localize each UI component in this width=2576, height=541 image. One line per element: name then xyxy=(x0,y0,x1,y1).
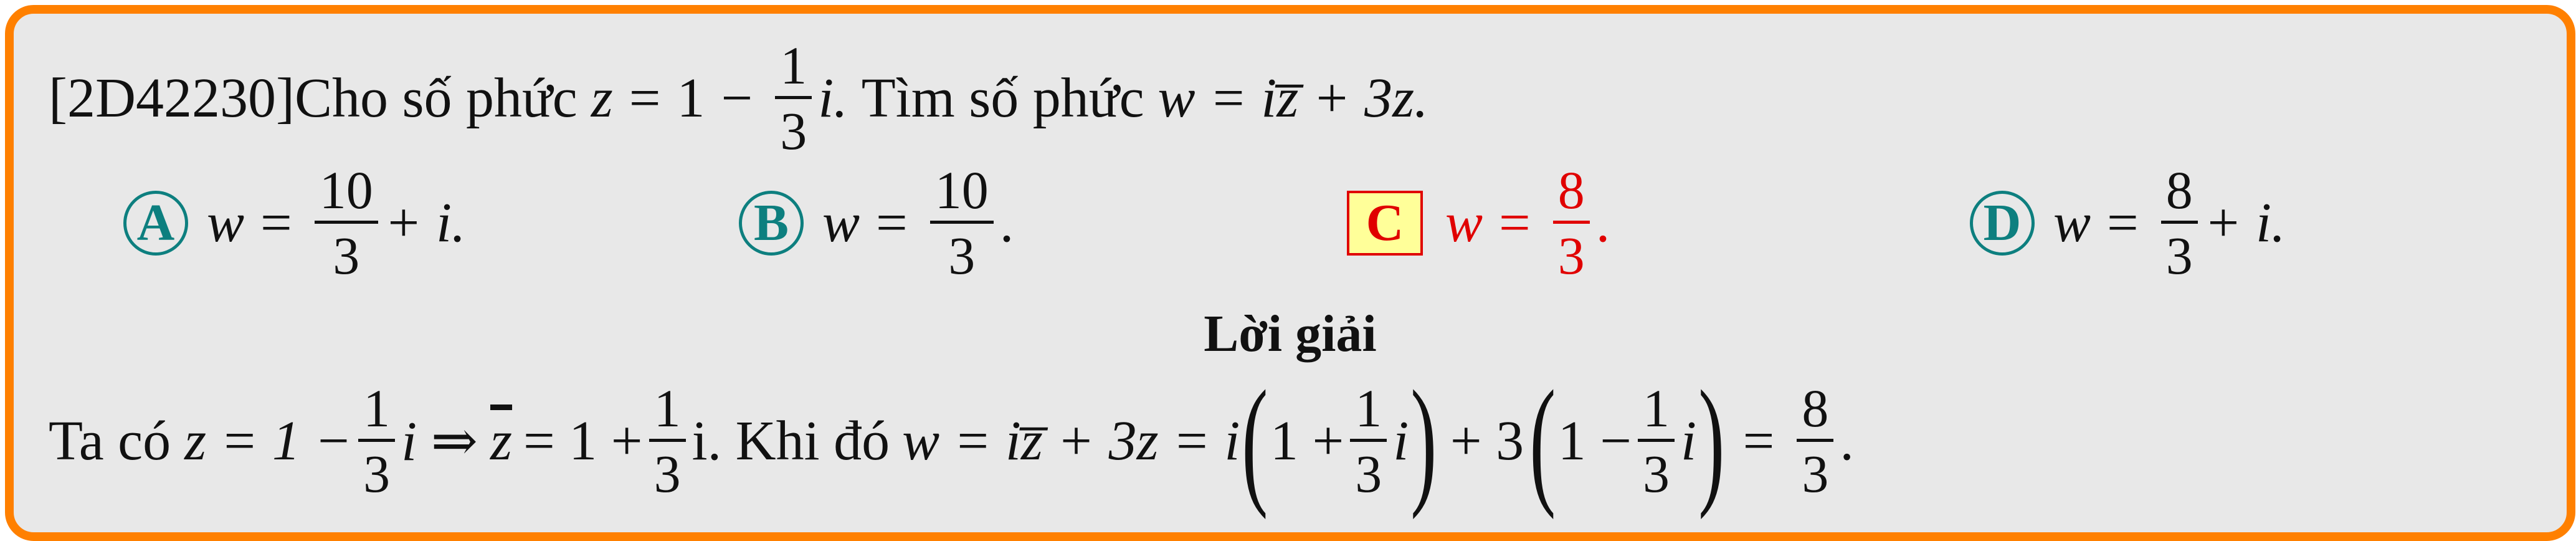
option-c-fraction: $\frac{8}{3}$ xyxy=(1553,163,1590,282)
question-card xyxy=(5,5,2575,541)
option-d-label: D xyxy=(1970,191,2035,256)
option-a[interactable]: A w = $\frac{10}{3}$ + i. xyxy=(123,163,466,282)
solution-line: Ta có z = 1 − $\frac{1}{3}$ i ⇒ $\overline{z}$ = 1 + $\frac{1}{3}$ i. Khi đó w = iz̅ + 3z = i ( 1 + $\frac{1}{3}$ i ) + 3 ( 1 − $\frac{1}{3}$ i ) = $\frac{8}{3}$ . xyxy=(49,361,1854,520)
option-d-fraction: $\frac{8}{3}$ xyxy=(2161,163,2198,282)
option-a-label: A xyxy=(123,191,188,256)
problem-code: [2D42230] xyxy=(49,67,295,129)
z-fraction-denominator: 3 xyxy=(780,101,807,161)
z-variable: z xyxy=(591,67,613,129)
z-imag-unit: i. xyxy=(818,67,848,129)
option-b-fraction: $\frac{10}{3}$ xyxy=(930,163,994,282)
option-a-fraction: $\frac{10}{3}$ xyxy=(315,163,378,282)
z-fraction xyxy=(775,36,812,161)
option-c-correct[interactable]: C w = $\frac{8}{3}$ . xyxy=(1347,163,1610,282)
problem-ask: Tìm số phức xyxy=(861,67,1144,129)
z-real-part: 1 xyxy=(677,67,705,129)
option-c-label: C xyxy=(1347,191,1423,256)
z-fraction-numerator: 1 xyxy=(775,39,812,99)
problem-line: [2D42230] Cho số phức z = 1 − $\frac{1}{3}$ i. Tìm số phức w = iz̅ + 3z. xyxy=(49,36,1428,161)
minus-sign: − xyxy=(721,67,753,129)
solution-heading: Lời giải xyxy=(1204,305,1377,363)
final-answer-fraction: $\frac{8}{3}$ xyxy=(1797,381,1833,500)
w-definition: w = iz̅ + 3z. xyxy=(1157,67,1428,129)
problem-lead: Cho số phức xyxy=(294,67,577,129)
option-b[interactable]: B w = $\frac{10}{3}$ . xyxy=(739,163,1014,282)
option-d[interactable]: D w = $\frac{8}{3}$ + i. xyxy=(1970,163,2286,282)
z-conjugate: $\overline{z}$ xyxy=(490,409,513,472)
option-b-label: B xyxy=(739,191,804,256)
